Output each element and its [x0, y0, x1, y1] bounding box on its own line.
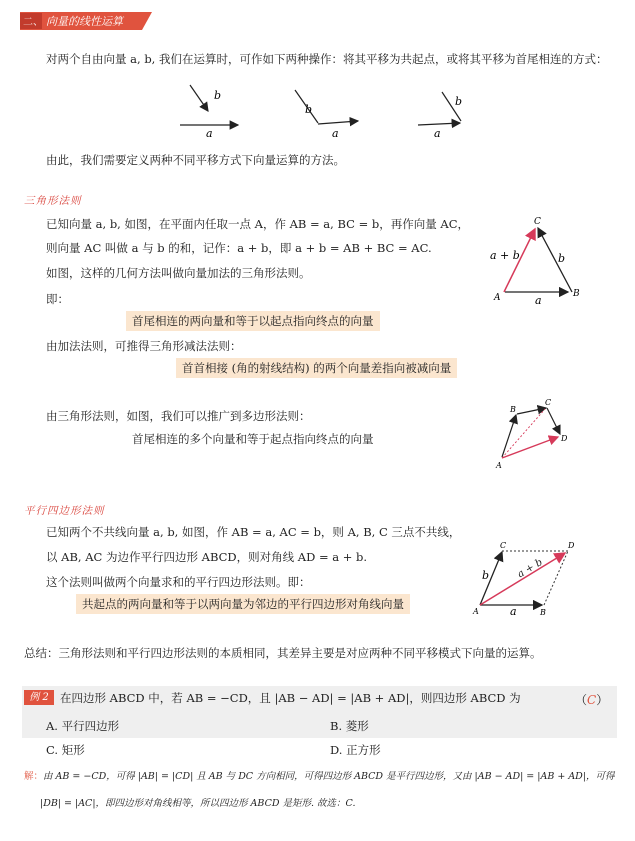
parallelogram-line2: 以 AB, AC 为边作平行四边形 ABCD，则对角线 AD = a + b.: [46, 550, 368, 564]
example-answer: [575, 691, 608, 708]
triangle-line5: 由加法法则，可推得三角形减法法则：: [46, 339, 242, 353]
option-b[interactable]: B. 菱形: [330, 719, 369, 733]
triangle-line3: 如图，这样的几何方法叫做向量加法的三角形法则。: [46, 266, 311, 280]
solution-line1-text: 由 AB = −CD，可得 |AB| = |CD| 且 AB 与 DC 方向相同，可得四边形 ABCD 是平行四边形，又由 |AB − AD| = |AB + AD|，可得: [43, 771, 615, 782]
intro-conclusion: 由此，我们需要定义两种不同平移方式下向量运算的方法。: [46, 153, 345, 167]
section-header-banner: [18, 10, 158, 32]
solution-prefix: 解：: [24, 771, 44, 782]
parallelogram-figure: [468, 535, 593, 620]
header-title: 向量的线性运算: [46, 15, 123, 28]
triangle-line4: 即：: [46, 292, 69, 306]
intro-text: 对两个自由向量 a, b, 我们在运算时，可作如下两种操作：将其平移为共起点，或将其平移为首尾相连的方式：: [46, 52, 608, 66]
para-label-B: B: [540, 608, 546, 617]
label-b-1: b: [214, 89, 222, 102]
answer-open: （: [575, 693, 588, 707]
triangle-line2: 则向量 AC 叫做 a 与 b 的和，记作：a + b，即 a + b = AB + BC = AC.: [46, 241, 432, 255]
triangle-line1: 已知向量 a, b, 如图，在平面内任取一点 A，作 AB = a, BC = b，再作向量 AC，: [46, 217, 470, 231]
label-a-3: a: [434, 127, 441, 140]
poly-label-A: A: [496, 461, 502, 470]
label-b-3: b: [455, 95, 463, 108]
summary-text: 总结：三角形法则和平行四边形法则的本质相同，其差异主要是对应两种不同平移模式下向量的运算。: [24, 646, 542, 660]
triangle-highlight1: 首尾相连的两向量和等于以起点指向终点的向量: [126, 311, 380, 331]
tri-vector-b: [538, 228, 572, 292]
polygon-figure: [490, 395, 580, 475]
parallelogram-line3: 这个法则叫做两个向量求和的平行四边形法则。即：: [46, 575, 311, 589]
triangle-line6: 由三角形法则，如图，我们可以推广到多边形法则：: [46, 409, 311, 423]
triangle-line7: 首尾相连的多个向量和等于起点指向终点的向量: [132, 432, 374, 446]
poly-label-D: D: [561, 434, 568, 443]
tri-label-C: C: [534, 217, 541, 227]
tri-label-b: b: [558, 252, 566, 265]
poly-vector-CD: [547, 408, 560, 434]
para-label-b: b: [482, 569, 490, 582]
triangle-highlight2: 首首相接 (角的射线结构) 的两个向量差指向被减向量: [176, 358, 457, 378]
tri-label-B: B: [573, 289, 580, 299]
parallelogram-section-title: 平行四边形法则: [24, 505, 105, 517]
para-label-A: A: [473, 607, 479, 616]
solution-line1: [24, 770, 615, 784]
tri-label-A: A: [494, 293, 501, 303]
tri-label-apb: a + b: [490, 249, 520, 262]
poly-vector-BC: [517, 408, 546, 414]
option-a[interactable]: A. 平行四边形: [46, 719, 120, 733]
answer-close: ）: [596, 693, 609, 707]
parallelogram-highlight: 共起点的两向量和等于以两向量为邻边的平行四边形对角线向量: [76, 594, 410, 614]
vector-b-1: [190, 85, 208, 111]
poly-label-B: B: [510, 405, 516, 414]
option-c[interactable]: C. 矩形: [46, 743, 85, 757]
poly-vector-AB: [502, 415, 516, 457]
parallelogram-line1: 已知两个不共线向量 a, b, 如图，作 AB = a, AC = b，则 A, B, C 三点不共线，: [46, 525, 461, 539]
intro-vector-figures: [170, 75, 490, 140]
triangle-figure: [480, 212, 590, 307]
header-number: 二、: [23, 17, 43, 28]
tri-label-a: a: [535, 294, 542, 307]
label-b-2: b: [305, 103, 313, 116]
poly-vector-AC: [502, 409, 545, 458]
option-d[interactable]: D. 正方形: [330, 743, 381, 757]
example-tag: 例 2: [24, 690, 54, 705]
vector-a-3: [418, 123, 460, 125]
vector-a-2: [318, 121, 358, 124]
poly-vector-AD: [502, 437, 558, 458]
answer-letter: C: [587, 693, 597, 707]
para-label-C: C: [500, 541, 507, 550]
triangle-section-title: 三角形法则: [24, 195, 82, 207]
label-a-1: a: [206, 127, 213, 140]
example-question: 在四边形 ABCD 中，若 AB = −CD，且 |AB − AD| = |AB + AD|，则四边形 ABCD 为: [60, 691, 521, 705]
poly-label-C: C: [545, 398, 552, 407]
label-a-2: a: [332, 127, 339, 140]
para-label-a: a: [510, 605, 517, 618]
solution-line2: |DB| = |AC|，即四边形对角线相等，所以四边形 ABCD 是矩形. 故选：C.: [40, 798, 356, 809]
para-label-apb: a + b: [515, 556, 545, 581]
para-label-D: D: [568, 541, 575, 550]
